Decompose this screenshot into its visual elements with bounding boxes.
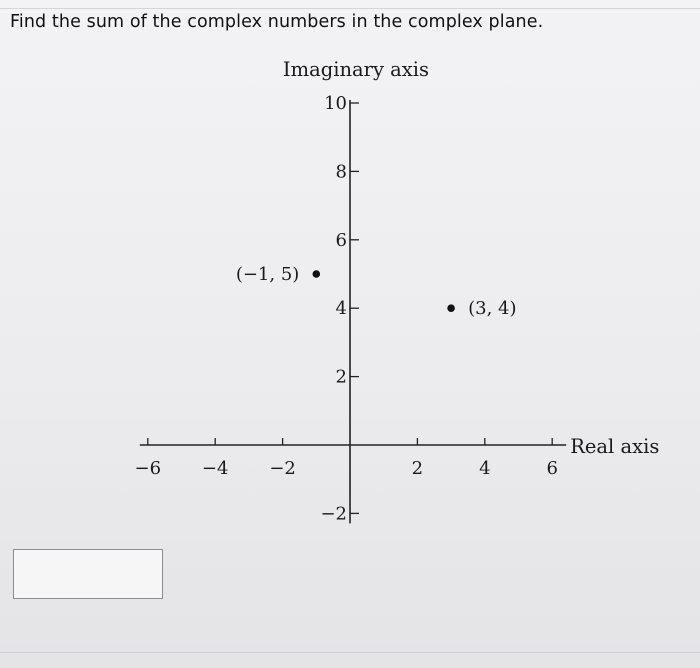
x-tick-label: −6 (134, 458, 162, 479)
question-prompt: Find the sum of the complex numbers in the complex plane. (10, 12, 544, 32)
x-tick-label: 6 (546, 458, 558, 479)
x-tick-label: −4 (201, 458, 229, 479)
x-tick-label: −2 (269, 458, 296, 479)
y-tick-label: 2 (335, 366, 347, 388)
data-point (313, 270, 321, 278)
data-point-label: (−1, 5) (235, 264, 300, 285)
data-point-label: (3, 4) (468, 298, 517, 320)
y-tick-label: 6 (335, 229, 347, 251)
y-tick-label: −2 (320, 503, 347, 525)
imaginary-axis-label: Imaginary axis (282, 58, 430, 81)
y-tick-label: 4 (335, 298, 347, 320)
real-axis-label: Real axis (570, 435, 660, 458)
x-tick-label: 2 (411, 458, 424, 479)
y-tick-label: 8 (335, 161, 347, 183)
data-point (447, 304, 455, 312)
answer-input[interactable] (13, 549, 163, 599)
bottom-divider (0, 652, 700, 653)
y-tick-label: 10 (324, 93, 347, 114)
x-tick-label: 4 (479, 458, 491, 479)
